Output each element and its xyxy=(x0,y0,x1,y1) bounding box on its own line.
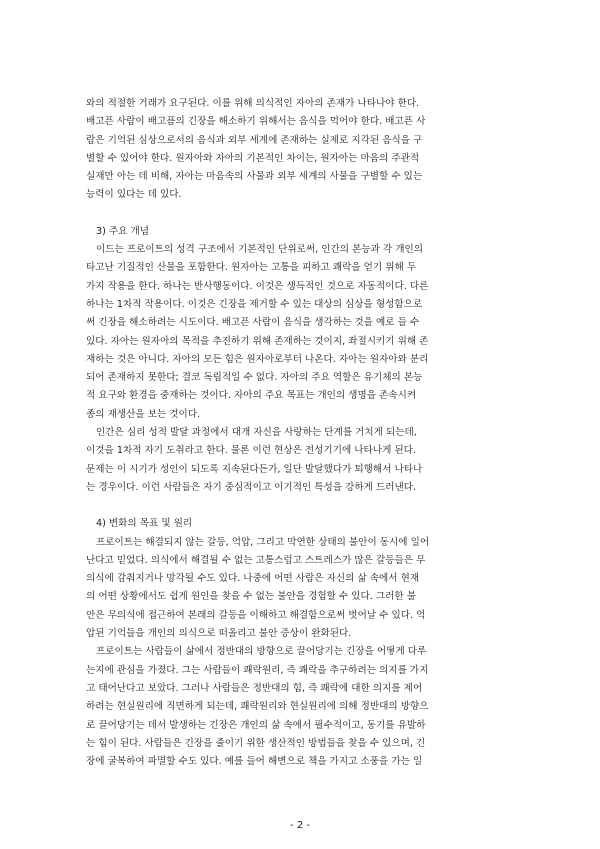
section-heading-goals-principles: 4) 변화의 목표 및 원리 xyxy=(96,518,193,530)
page-number: - 2 - xyxy=(290,820,310,831)
text-line: 써 긴장을 해소하려는 시도이다. 배고픈 사람이 음식을 생각하는 것을 예로 들 수 xyxy=(86,317,420,329)
text-line: 적 요구와 환경을 중재하는 것이다. 자아의 주요 목표는 개인의 생명을 존속시켜 xyxy=(86,390,417,402)
text-line: 로 끌어당기는 데서 발생하는 긴장은 개인의 삶 속에서 필수적이고, 동기를 유발하 xyxy=(86,719,426,731)
text-line: 와의 적절한 거래가 요구된다. 이를 위해 의식적인 자아의 존재가 나타나야 한다. xyxy=(86,98,420,109)
text-line: 실재만 아는 데 비해, 자아는 마음속의 사물과 외부 세계의 사물을 구별할 수 있는 xyxy=(86,171,423,183)
text-line: 는지에 관심을 가졌다. 그는 사람들이 쾌락원리, 즉 쾌락을 추구하려는 의지를 가지 xyxy=(86,664,429,676)
text-line: 능력이 있다는 데 있다. xyxy=(86,189,182,201)
text-line: 의식에 감춰지거나 망각될 수도 있다. 나중에 어떤 사람은 자신의 삶 속에서 현재 xyxy=(86,573,420,585)
text-line: 압된 기억들을 개인의 의식으로 떠올리고 불안 증상이 완화된다. xyxy=(86,628,352,640)
section-heading-key-concepts: 3) 주요 개념 xyxy=(96,225,150,237)
text-line: 하려는 현실원리에 직면하게 되는데, 쾌락원리와 현실원리에 의해 정반대의 방향으 xyxy=(86,701,429,713)
text-line: 재하는 것은 아니다. 자아의 모든 힘은 원자아로부터 나온다. 자아는 원자아와 분리 xyxy=(86,353,429,365)
text-line: 는 힘이 된다. 사람들은 긴장을 줄이기 위한 생산적인 방법들을 찾을 수 있으며, 긴 xyxy=(86,737,426,749)
text-line: 는 경우이다. 이런 사람들은 자기 중심적이고 이기적인 특성을 강하게 드러낸다. xyxy=(86,481,417,493)
text-line: 하나는 1차적 작용이다. 이것은 긴장을 제거할 수 있는 대상의 심상을 형성함으로 xyxy=(86,298,423,310)
text-line: 난다고 믿었다. 의식에서 해결될 수 없는 고통스럽고 스트레스가 많은 갈등들은 무 xyxy=(86,554,426,566)
text-line: 장에 굴복하여 파멸할 수도 있다. 예를 들어 해변으로 책을 가지고 소풍을 가는 일 xyxy=(86,756,423,768)
text-line: 타고난 기질적인 산물을 포함한다. 원자아는 고통을 피하고 쾌락을 얻기 위해 두 xyxy=(86,262,417,274)
text-line: 문제는 이 시기가 성인이 되도록 지속된다든가, 일단 발달했다가 퇴행해서 나타나 xyxy=(86,463,423,475)
text-line: 종의 재생산을 보는 것이다. xyxy=(86,408,201,420)
text-line: 프로이트는 해결되지 않는 갈등, 억압, 그리고 막연한 상태의 불안이 동시에 일어 xyxy=(96,536,430,548)
text-line: 람은 기억된 심상으로서의 음식과 외부 세계에 존재하는 실제로 지각된 음식을 구 xyxy=(86,134,423,146)
text-line: 안은 무의식에 접근하여 본래의 갈등을 이해하고 해결함으로써 벗어날 수 있다. 억 xyxy=(86,609,426,621)
paragraph-ego-reality xyxy=(86,95,516,205)
paragraph-id-concept xyxy=(86,241,516,424)
document-body xyxy=(86,95,516,771)
text-line: 프로이트는 사람들이 삶에서 정반대의 방향으로 끌어당기는 긴장을 어떻게 다루 xyxy=(96,646,427,658)
text-line: 의 어떤 상황에서도 쉽게 원인을 찾을 수 없는 불안을 경험할 수 있다. 그러한 불 xyxy=(86,591,416,603)
paragraph-conflict-anxiety xyxy=(86,534,516,644)
text-line: 고 태어난다고 보았다. 그러나 사람들은 정반대의 힘, 즉 쾌락에 대한 의지를 제어 xyxy=(86,682,423,694)
text-line: 되어 존재하지 못한다; 결코 독립적일 수 없다. 자아의 주요 역할은 유기체의 본능 xyxy=(86,372,423,384)
paragraph-narcissism xyxy=(86,424,516,497)
text-line: 이드는 프로이트의 성격 구조에서 기본적인 단위로써, 인간의 본능과 각 개인의 xyxy=(96,244,424,256)
text-line: 인간은 심리 성적 발달 과정에서 대개 자신을 사랑하는 단계를 거치게 되는데, xyxy=(96,427,417,439)
text-line: 배고픈 사람이 배고픔의 긴장을 해소하기 위해서는 음식을 먹어야 한다. 배고픈 사 xyxy=(86,116,426,128)
text-line: 가지 작용을 한다. 하나는 반사행동이다. 이것은 생득적인 것으로 자동적이다. 다른 xyxy=(86,280,429,292)
text-line: 이것을 1차적 자기 도취라고 한다. 물론 이런 현상은 전성기기에 나타나게 된다. xyxy=(86,445,416,457)
paragraph-pleasure-reality-principle xyxy=(86,643,516,771)
text-line: 별할 수 있어야 한다. 원자아와 자아의 기본적인 차이는, 원자아는 마음의 주관적 xyxy=(86,152,420,164)
text-line: 있다. 자아는 원자아의 목적을 추진하기 위해 존재하는 것이지, 좌절시키기 위해 존 xyxy=(86,335,429,347)
